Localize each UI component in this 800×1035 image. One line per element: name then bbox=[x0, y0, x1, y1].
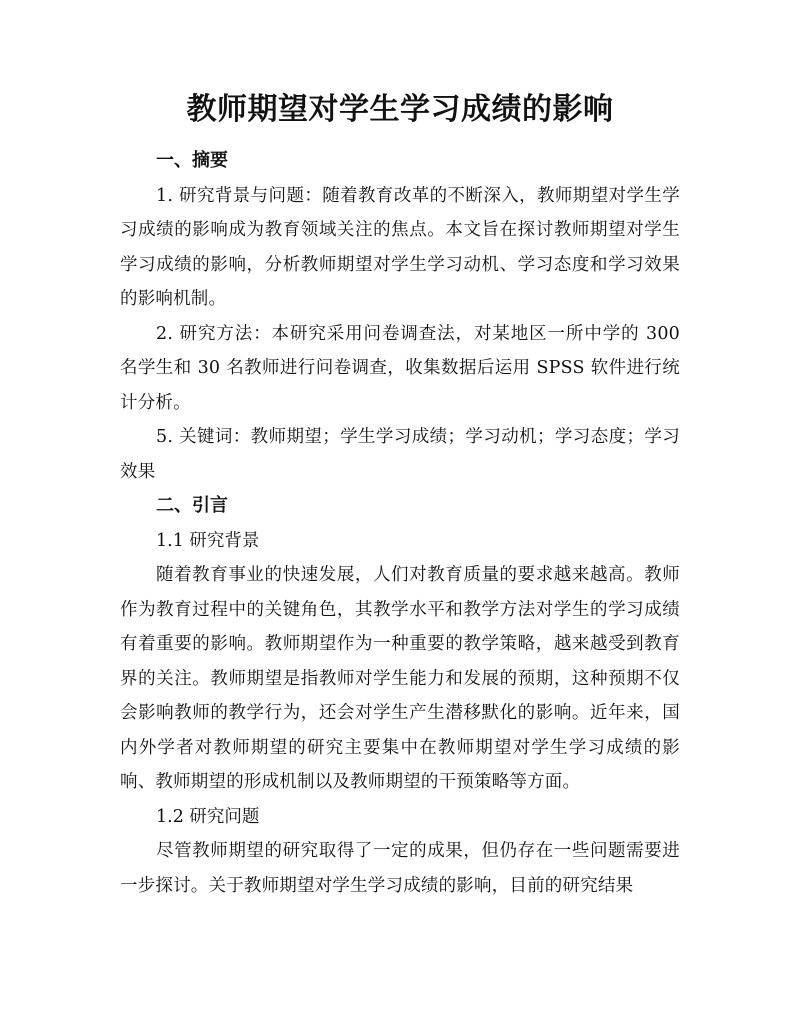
subsection-heading-questions: 1.2 研究问题 bbox=[156, 806, 260, 827]
intro-paragraph-questions: 尽管教师期望的研究取得了一定的成果，但仍存在一些问题需要进一步探讨。关于教师期望对学生学习成绩的影响，目前的研究结果 bbox=[120, 841, 680, 896]
abstract-paragraph-keywords: 5. 关键词：教师期望；学生学习成绩；学习动机；学习态度；学习效果 bbox=[120, 427, 680, 482]
section-heading-abstract: 一、摘要 bbox=[156, 150, 228, 171]
document-page bbox=[120, 78, 680, 903]
section-heading-intro: 二、引言 bbox=[156, 495, 228, 516]
document-title: 教师期望对学生学习成绩的影响 bbox=[186, 92, 614, 127]
intro-paragraph-background: 随着教育事业的快速发展，人们对教育质量的要求越来越高。教师作为教育过程中的关键角色，其教学水平和教学方法对学生的学习成绩有着重要的影响。教师期望作为一种重要的教学策略，越来越受到教育界的关注。教师期望是指教师对学生能力和发展的预期，这种预期不仅会影响教师的教学行为，还会对学生产生潜移默化的影响。近年来，国内外学者对教师期望的研究主要集中在教师期望对学生学习成绩的影响、教师期望的形成机制以及教师期望的干预策略等方面。 bbox=[120, 565, 680, 792]
subsection-heading-background: 1.1 研究背景 bbox=[156, 530, 260, 551]
abstract-paragraph-background: 1. 研究背景与问题：随着教育改革的不断深入，教师期望对学生学习成绩的影响成为教育领域关注的焦点。本文旨在探讨教师期望对学生学习成绩的影响，分析教师期望对学生学习动机、学习态度和学习效果的影响机制。 bbox=[120, 185, 680, 309]
abstract-paragraph-methods: 2. 研究方法：本研究采用问卷调查法，对某地区一所中学的 300 名学生和 30 名教师进行问卷调查，收集数据后运用 SPSS 软件进行统计分析。 bbox=[120, 323, 680, 413]
